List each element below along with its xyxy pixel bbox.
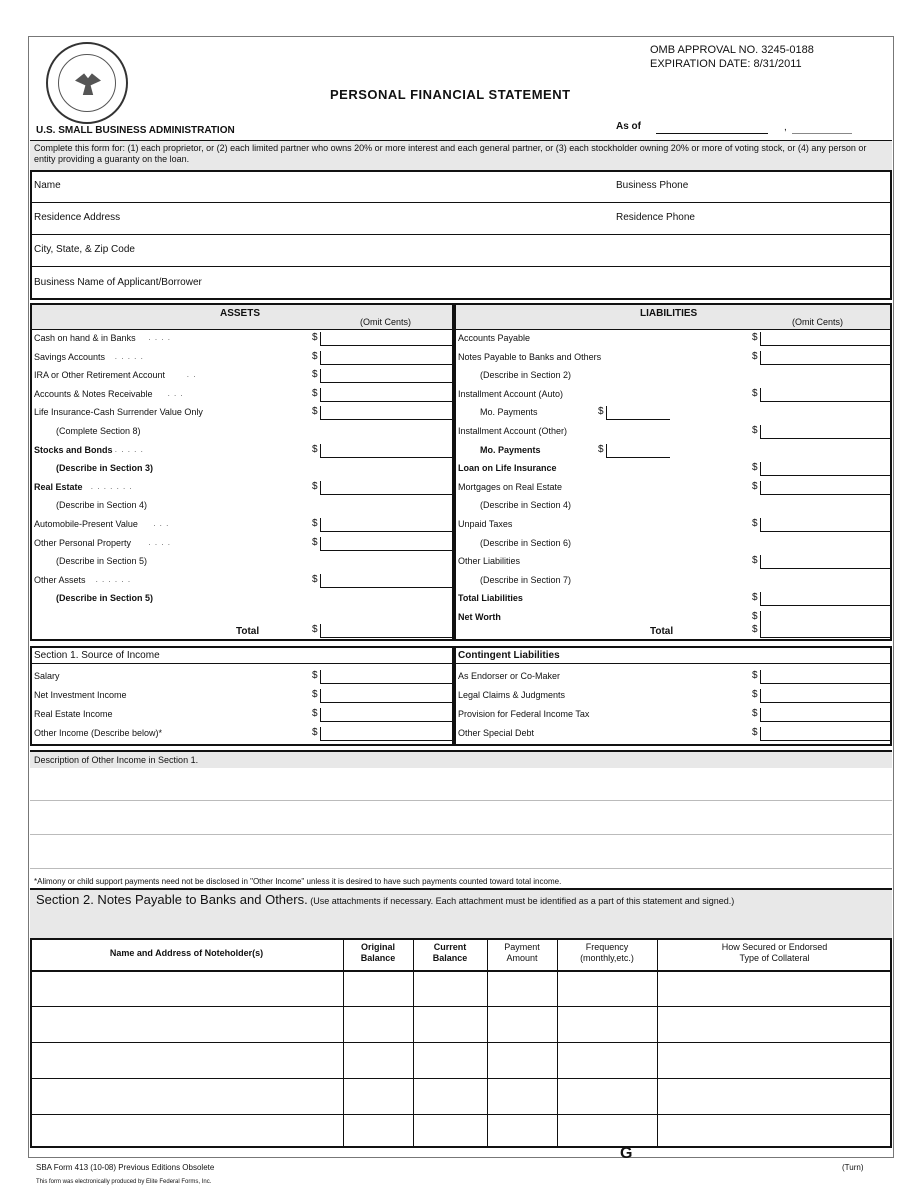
notes-header-divider	[30, 970, 892, 972]
assets-item-label: Accounts & Notes Receivable	[34, 389, 153, 399]
income-item-dollar: $	[312, 727, 318, 738]
liabilities-item-dollar: $	[752, 425, 758, 436]
liabilities-total-dollar: $	[752, 624, 758, 635]
assets-item-label: Stocks and Bonds	[34, 445, 113, 455]
assets-item-label: (Describe in Section 3)	[56, 463, 154, 473]
assets-item-label: (Complete Section 8)	[56, 426, 141, 436]
assets-item-label: Automobile-Present Value	[34, 519, 138, 529]
contingent-item-label: Provision for Federal Income Tax	[458, 709, 590, 719]
assets-total-dollar: $	[312, 624, 318, 635]
table-row[interactable]	[30, 1042, 892, 1043]
liabilities-item-label: Notes Payable to Banks and Others	[458, 352, 602, 362]
contingent-item-field[interactable]	[760, 708, 890, 722]
liabilities-total-field[interactable]	[760, 624, 890, 638]
assets-omit-cents: (Omit Cents)	[360, 317, 412, 327]
liabilities-item-field[interactable]	[760, 351, 890, 365]
liabilities-item-dollar: $	[752, 611, 758, 622]
liabilities-item-label: Installment Account (Auto)	[458, 389, 564, 399]
liabilities-item-field[interactable]	[760, 611, 890, 625]
assets-item-field[interactable]	[320, 518, 452, 532]
notes-column-header: Frequency (monthly,etc.)	[580, 942, 634, 963]
assets-item-dollar: $	[312, 332, 318, 343]
page-title: PERSONAL FINANCIAL STATEMENT	[330, 87, 571, 102]
notes-column-header: How Secured or Endorsed Type of Collateral	[721, 942, 828, 963]
liabilities-item-field[interactable]	[760, 481, 890, 495]
liabilities-item-label: Accounts Payable	[458, 333, 531, 343]
assets-item-dollar: $	[312, 351, 318, 362]
table-row[interactable]	[30, 1114, 892, 1115]
liabilities-item-label: (Describe in Section 4)	[480, 500, 572, 510]
liabilities-item-dollar: $	[752, 555, 758, 566]
leader-dots: . . . .	[148, 538, 171, 547]
liabilities-item-field[interactable]	[760, 592, 890, 606]
table-row[interactable]	[30, 1078, 892, 1079]
as-of-comma: ,	[784, 122, 787, 133]
assets-item-dollar: $	[312, 537, 318, 548]
as-of-line[interactable]	[656, 133, 768, 134]
assets-item-dollar: $	[312, 369, 318, 380]
assets-item-field[interactable]	[320, 351, 452, 365]
table-row[interactable]	[30, 1006, 892, 1007]
liabilities-item-label: Mortgages on Real Estate	[458, 482, 563, 492]
notes-column-header: Payment Amount	[504, 942, 540, 963]
assets-item-field[interactable]	[320, 444, 452, 458]
assets-item-dollar: $	[312, 388, 318, 399]
liabilities-item-label: Mo. Payments	[480, 407, 538, 417]
contingent-item-label: Other Special Debt	[458, 728, 535, 738]
liabilities-item-field[interactable]	[760, 425, 890, 439]
liabilities-item-dollar: $	[752, 462, 758, 473]
assets-item-field[interactable]	[320, 406, 452, 420]
business-name-label: Business Name of Applicant/Borrower	[34, 277, 202, 288]
notes-column-header: Name and Address of Noteholder(s)	[109, 948, 264, 958]
residence-address-label: Residence Address	[34, 212, 121, 223]
assets-item-label: Other Personal Property	[34, 538, 132, 548]
residence-phone-label: Residence Phone	[616, 212, 695, 223]
assets-item-dollar: $	[312, 481, 318, 492]
assets-total-field[interactable]	[320, 624, 452, 638]
income-item-dollar: $	[312, 670, 318, 681]
assets-item-label: Life Insurance-Cash Surrender Value Only	[34, 407, 203, 417]
liabilities-item-dollar: $	[752, 481, 758, 492]
contingent-item-dollar: $	[752, 727, 758, 738]
income-item-field[interactable]	[320, 670, 452, 684]
page-mark: G	[620, 1145, 633, 1162]
agency-name: U.S. SMALL BUSINESS ADMINISTRATION	[36, 125, 235, 136]
instructions-text: Complete this form for: (1) each proprietor, or (2) each limited partner who owns 20% or more interest and each general partner, or (3) each stockholder owning 20% or more of voting stock, or (4) any person or entity providing a guaranty on the loan.	[34, 143, 867, 164]
liabilities-item-dollar: $	[752, 592, 758, 603]
contingent-heading: Contingent Liabilities	[458, 650, 560, 661]
income-item-field[interactable]	[320, 727, 452, 741]
liabilities-item-label: (Describe in Section 7)	[480, 575, 572, 585]
income-item-label: Salary	[34, 671, 60, 681]
omb-approval: OMB APPROVAL NO. 3245-0188	[650, 44, 814, 56]
assets-item-dollar: $	[312, 406, 318, 417]
leader-dots: . . . . . . .	[90, 482, 133, 491]
business-phone-label: Business Phone	[616, 180, 689, 191]
leader-dots: . . .	[153, 519, 170, 528]
income-item-label: Other Income (Describe below)*	[34, 728, 163, 738]
as-of-year-line[interactable]	[792, 133, 852, 134]
liabilities-item-label: Installment Account (Other)	[458, 426, 568, 436]
notes-column-header: Current Balance	[432, 942, 468, 963]
income-item-field[interactable]	[320, 689, 452, 703]
liabilities-total-label: Total	[650, 626, 674, 637]
liabilities-item-dollar: $	[752, 518, 758, 529]
section2-subtitle: (Use attachments if necessary. Each attachment must be identified as a part of this statement and signed.)	[310, 896, 735, 906]
liabilities-item-dollar: $	[752, 388, 758, 399]
liabilities-item-label: (Describe in Section 2)	[480, 370, 572, 380]
assets-item-label: IRA or Other Retirement Account	[34, 370, 166, 380]
liabilities-item-label: (Describe in Section 6)	[480, 538, 572, 548]
income-item-field[interactable]	[320, 708, 452, 722]
leader-dots: . . .	[167, 389, 184, 398]
liabilities-item-field[interactable]	[760, 462, 890, 476]
contingent-item-dollar: $	[752, 689, 758, 700]
sba-seal-icon	[46, 42, 128, 124]
contingent-item-dollar: $	[752, 708, 758, 719]
liabilities-item-field[interactable]	[760, 388, 890, 402]
leader-dots: . . . . . .	[95, 575, 132, 584]
leader-dots: . . . . .	[114, 352, 144, 361]
liabilities-item-label: Net Worth	[458, 612, 501, 622]
liabilities-item-field[interactable]	[760, 332, 890, 346]
assets-item-label: (Describe in Section 5)	[56, 556, 148, 566]
liabilities-item-dollar: $	[752, 332, 758, 343]
income-item-dollar: $	[312, 689, 318, 700]
instructions-box	[30, 140, 892, 170]
section2-title: Section 2. Notes Payable to Banks and Others.	[36, 892, 308, 907]
liabilities-item-label: Total Liabilities	[458, 593, 523, 603]
assets-item-label: Savings Accounts	[34, 352, 106, 362]
assets-item-label: (Describe in Section 5)	[56, 593, 154, 603]
liabilities-heading: LIABILITIES	[640, 308, 698, 319]
expiration-date: EXPIRATION DATE: 8/31/2011	[650, 58, 802, 70]
leader-dots: . .	[186, 370, 197, 379]
contingent-item-label: Legal Claims & Judgments	[458, 690, 566, 700]
assets-heading: ASSETS	[220, 308, 261, 319]
form-id: SBA Form 413 (10-08) Previous Editions Obsolete	[36, 1163, 215, 1172]
mo-payment-dollar: $	[598, 406, 604, 417]
income-item-label: Real Estate Income	[34, 709, 113, 719]
produced-by: This form was electronically produced by Elite Federal Forms, Inc.	[36, 1179, 212, 1185]
description-label: Description of Other Income in Section 1.	[34, 755, 199, 765]
name-label: Name	[34, 180, 61, 191]
contingent-item-field[interactable]	[760, 727, 890, 741]
liabilities-item-label: Mo. Payments	[480, 445, 541, 455]
liabilities-item-label: Other Liabilities	[458, 556, 521, 566]
liabilities-item-dollar: $	[752, 351, 758, 362]
assets-item-label: Cash on hand & in Banks	[34, 333, 136, 343]
section1-heading: Section 1. Source of Income	[34, 650, 160, 661]
assets-item-dollar: $	[312, 574, 318, 585]
liabilities-item-field[interactable]	[760, 518, 890, 532]
assets-item-field[interactable]	[320, 537, 452, 551]
liabilities-item-label: Loan on Life Insurance	[458, 463, 557, 473]
liabilities-item-label: Unpaid Taxes	[458, 519, 513, 529]
mo-payment-dollar: $	[598, 444, 604, 455]
leader-dots: . . . .	[148, 333, 171, 342]
alimony-note: *Alimony or child support payments need not be disclosed in "Other Income" unless it is desired to have such payments counted toward total income.	[34, 877, 562, 886]
assets-item-field[interactable]	[320, 369, 452, 383]
continue-note: (Turn)	[842, 1163, 864, 1172]
assets-item-field[interactable]	[320, 574, 452, 588]
contingent-item-field[interactable]	[760, 689, 890, 703]
assets-item-field[interactable]	[320, 388, 452, 402]
mo-payment-field[interactable]	[606, 406, 670, 420]
contingent-item-label: As Endorser or Co-Maker	[458, 671, 561, 681]
city-state-zip-label: City, State, & Zip Code	[34, 244, 135, 255]
contingent-item-field[interactable]	[760, 670, 890, 684]
liabilities-item-field[interactable]	[760, 555, 890, 569]
assets-item-label: Real Estate	[34, 482, 83, 492]
assets-item-dollar: $	[312, 444, 318, 455]
income-item-label: Net Investment Income	[34, 690, 127, 700]
assets-item-field[interactable]	[320, 332, 452, 346]
leader-dots: . . . . .	[114, 445, 144, 454]
assets-total-label: Total	[236, 626, 260, 637]
mo-payment-field[interactable]	[606, 444, 670, 458]
liabilities-omit-cents: (Omit Cents)	[792, 317, 844, 327]
contingent-item-dollar: $	[752, 670, 758, 681]
assets-item-label: Other Assets	[34, 575, 86, 585]
notes-column-header: Original Balance	[360, 942, 396, 963]
income-item-dollar: $	[312, 708, 318, 719]
as-of-label: As of	[616, 121, 641, 132]
assets-item-label: (Describe in Section 4)	[56, 500, 148, 510]
assets-item-field[interactable]	[320, 481, 452, 495]
assets-item-dollar: $	[312, 518, 318, 529]
